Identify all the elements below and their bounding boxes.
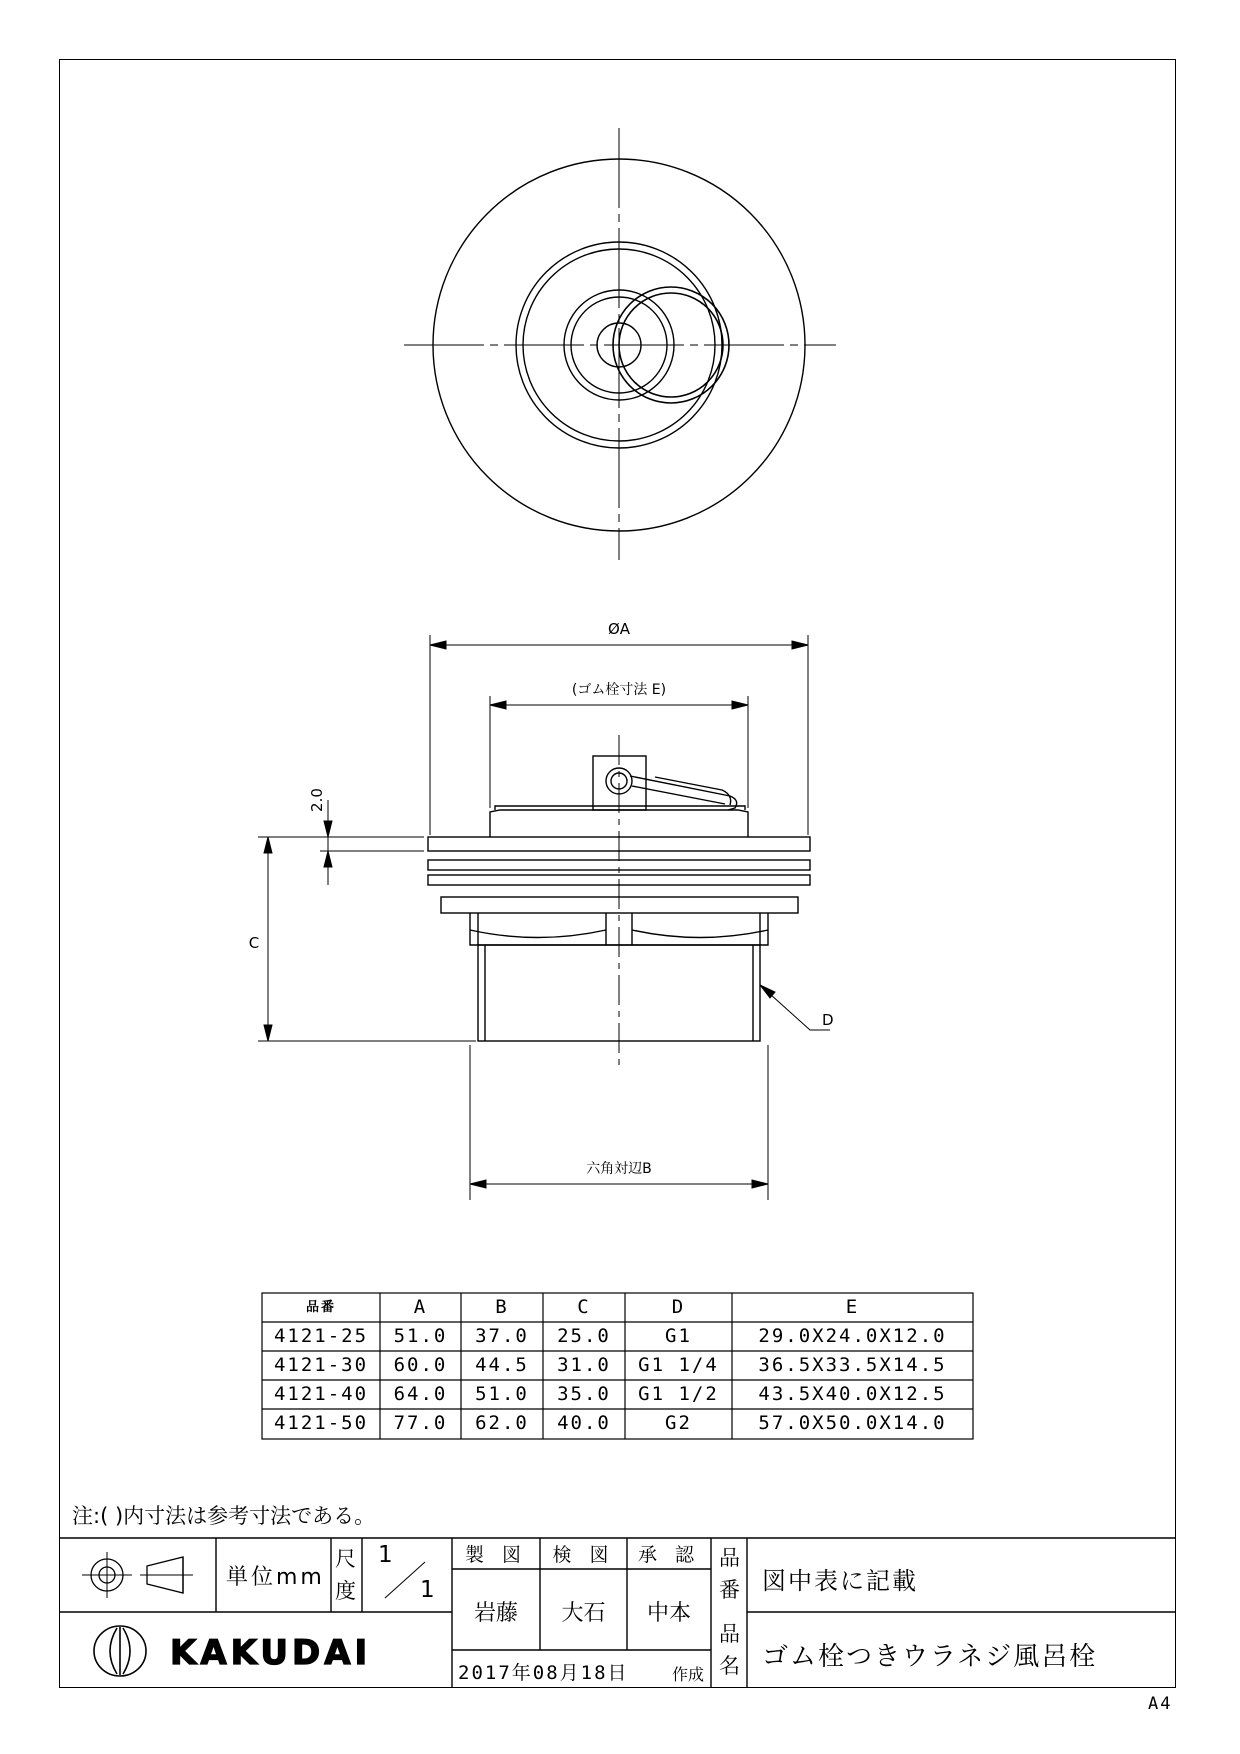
table-cell: 44.5	[475, 1354, 529, 1376]
dim-2-label: 2.0	[308, 788, 326, 812]
dim-e-label: (ゴム栓寸法 E)	[571, 682, 667, 698]
table-cell: 4121-50	[273, 1412, 369, 1434]
side-view	[428, 735, 810, 1070]
table-cell: 29.0X24.0X12.0	[758, 1325, 947, 1347]
scale-top: 1	[378, 1542, 393, 1568]
dim-c-label: C	[248, 934, 260, 952]
table-cell: 64.0	[393, 1383, 448, 1405]
approved-by-label: 承 認	[637, 1544, 701, 1566]
scale-label-1: 尺	[335, 1547, 356, 1571]
paper-size: A4	[1148, 1694, 1173, 1714]
top-view	[404, 128, 836, 560]
table-header-d: D	[671, 1296, 686, 1318]
table-cell: G1 1/2	[638, 1383, 719, 1405]
scale-label-2: 度	[335, 1579, 356, 1603]
table-cell: G2	[665, 1412, 692, 1434]
checked-by-label: 検 図	[552, 1544, 615, 1566]
table-cell: G1	[665, 1325, 692, 1347]
table-cell: 62.0	[475, 1412, 529, 1434]
part-no-label-1: 品	[719, 1546, 740, 1570]
table-header-a: A	[413, 1296, 428, 1318]
created-date: 2017年08月18日	[458, 1662, 629, 1684]
table-header-part-no: 品番	[305, 1300, 336, 1315]
scale-bottom: 1	[420, 1577, 435, 1603]
table-cell: 4121-25	[273, 1325, 369, 1347]
table-header-e: E	[845, 1296, 860, 1318]
dimensions	[258, 635, 830, 1200]
table-cell: 31.0	[557, 1354, 611, 1376]
table-cell: 4121-40	[273, 1383, 369, 1405]
table-cell: 25.0	[557, 1325, 611, 1347]
kakudai-logo-text: KAKUDAI	[170, 1633, 372, 1673]
dim-b-label: 六角対辺B	[586, 1161, 652, 1177]
table-cell: G1 1/4	[638, 1354, 719, 1376]
table-cell: 4121-30	[273, 1354, 369, 1376]
table-cell: 40.0	[557, 1412, 611, 1434]
dim-a-label: ØA	[607, 620, 631, 638]
table-cell: 35.0	[557, 1383, 611, 1405]
approved-by-name: 中本	[646, 1601, 691, 1626]
checked-by-name: 大石	[561, 1601, 606, 1626]
kakudai-logo-icon	[94, 1626, 146, 1676]
drawn-by-name: 岩藤	[473, 1601, 518, 1626]
table-cell: 77.0	[393, 1412, 448, 1434]
table-header-b: B	[495, 1296, 509, 1318]
table-cell: 37.0	[475, 1325, 529, 1347]
name-label-1: 品	[719, 1622, 740, 1646]
unit-label: 単位mm	[226, 1565, 325, 1590]
created-suffix: 作成	[672, 1665, 705, 1684]
reference-note: 注:( )内寸法は参考寸法である。	[72, 1504, 376, 1528]
name-label-2: 名	[719, 1654, 740, 1678]
table-cell: 60.0	[393, 1354, 448, 1376]
table-cell: 57.0X50.0X14.0	[758, 1412, 947, 1434]
table-cell: 51.0	[475, 1383, 529, 1405]
table-cell: 43.5X40.0X12.5	[758, 1383, 947, 1405]
table-cell: 51.0	[393, 1325, 448, 1347]
product-name: ゴム栓つきウラネジ風呂栓	[762, 1642, 1098, 1672]
part-no-label-2: 番	[719, 1578, 740, 1602]
table-cell: 36.5X33.5X14.5	[758, 1354, 947, 1376]
third-angle-projection-icon	[82, 1552, 193, 1598]
part-no-value: 図中表に記載	[762, 1567, 918, 1595]
drawn-by-label: 製 図	[464, 1544, 528, 1566]
table-header-c: C	[577, 1296, 591, 1318]
dim-d-label: D	[822, 1011, 834, 1029]
